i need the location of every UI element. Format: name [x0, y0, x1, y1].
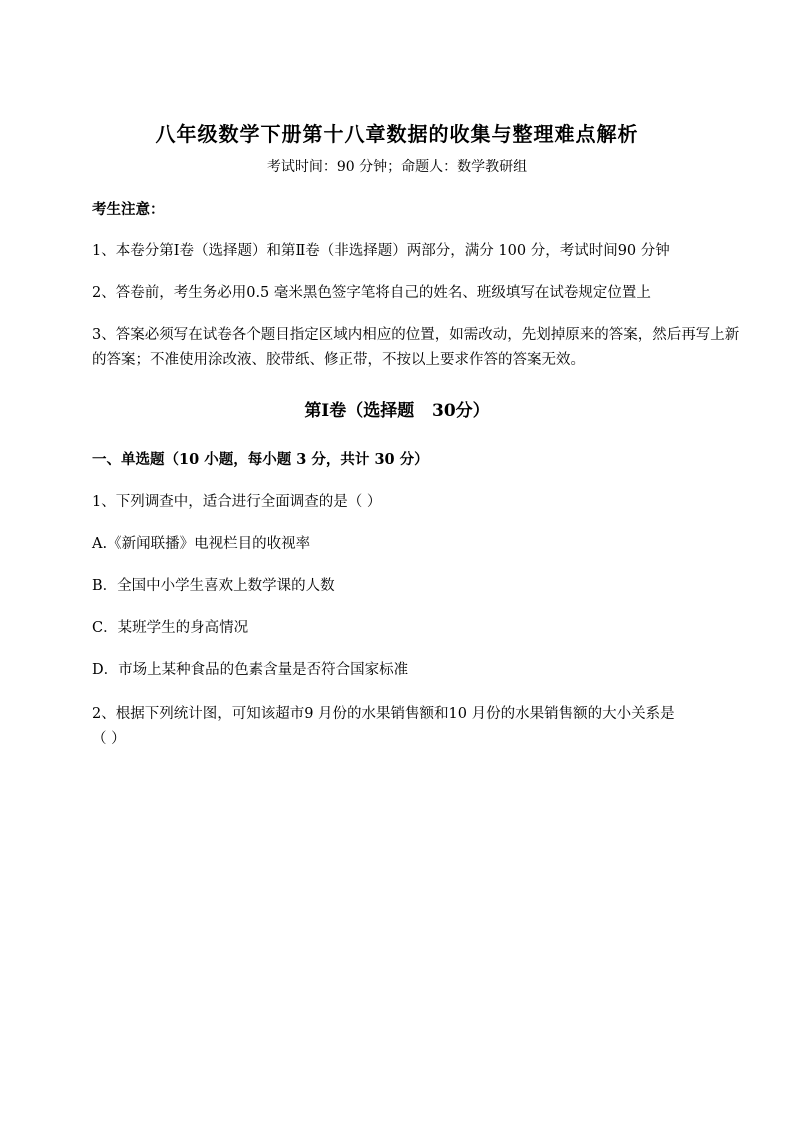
question-stem: 1、下列调查中，适合进行全面调查的是（ ）: [92, 494, 382, 510]
notice-item: 2、答卷前，考生务必用0.5 毫米黑色签字笔将自己的姓名、班级填写在试卷规定位置上: [92, 285, 651, 301]
page-title: 八年级数学下册第十八章数据的收集与整理难点解析: [155, 122, 639, 146]
notice-item: 的答案；不准使用涂改液、胶带纸、修正带，不按以上要求作答的答案无效。: [92, 352, 585, 368]
section-title: 第Ⅰ卷（选择题 30分）: [304, 401, 490, 421]
question-option: D．市场上某种食品的色素含量是否符合国家标准: [92, 662, 409, 678]
notice-heading: 考生注意：: [92, 201, 165, 218]
part-heading: 一、单选题（10 小题，每小题 3 分，共计 30 分）: [92, 451, 429, 468]
exam-info: 考试时间：90 分钟；命题人：数学教研组: [266, 159, 528, 175]
question-option: B．全国中小学生喜欢上数学课的人数: [92, 578, 335, 594]
question-option: C．某班学生的身高情况: [92, 620, 249, 636]
question-option: A.《新闻联播》电视栏目的收视率: [92, 536, 311, 552]
question-stem: 2、根据下列统计图，可知该超市9 月份的水果销售额和10 月份的水果销售额的大小关系是: [92, 706, 675, 722]
question-answer-blank: （ ）: [92, 731, 126, 747]
notice-item: 3、答案必须写在试卷各个题目指定区域内相应的位置，如需改动，先划掉原来的答案，然后再写上新: [92, 327, 740, 343]
notice-item: 1、本卷分第Ⅰ卷（选择题）和第Ⅱ卷（非选择题）两部分，满分 100 分，考试时间90 分钟: [92, 243, 670, 259]
